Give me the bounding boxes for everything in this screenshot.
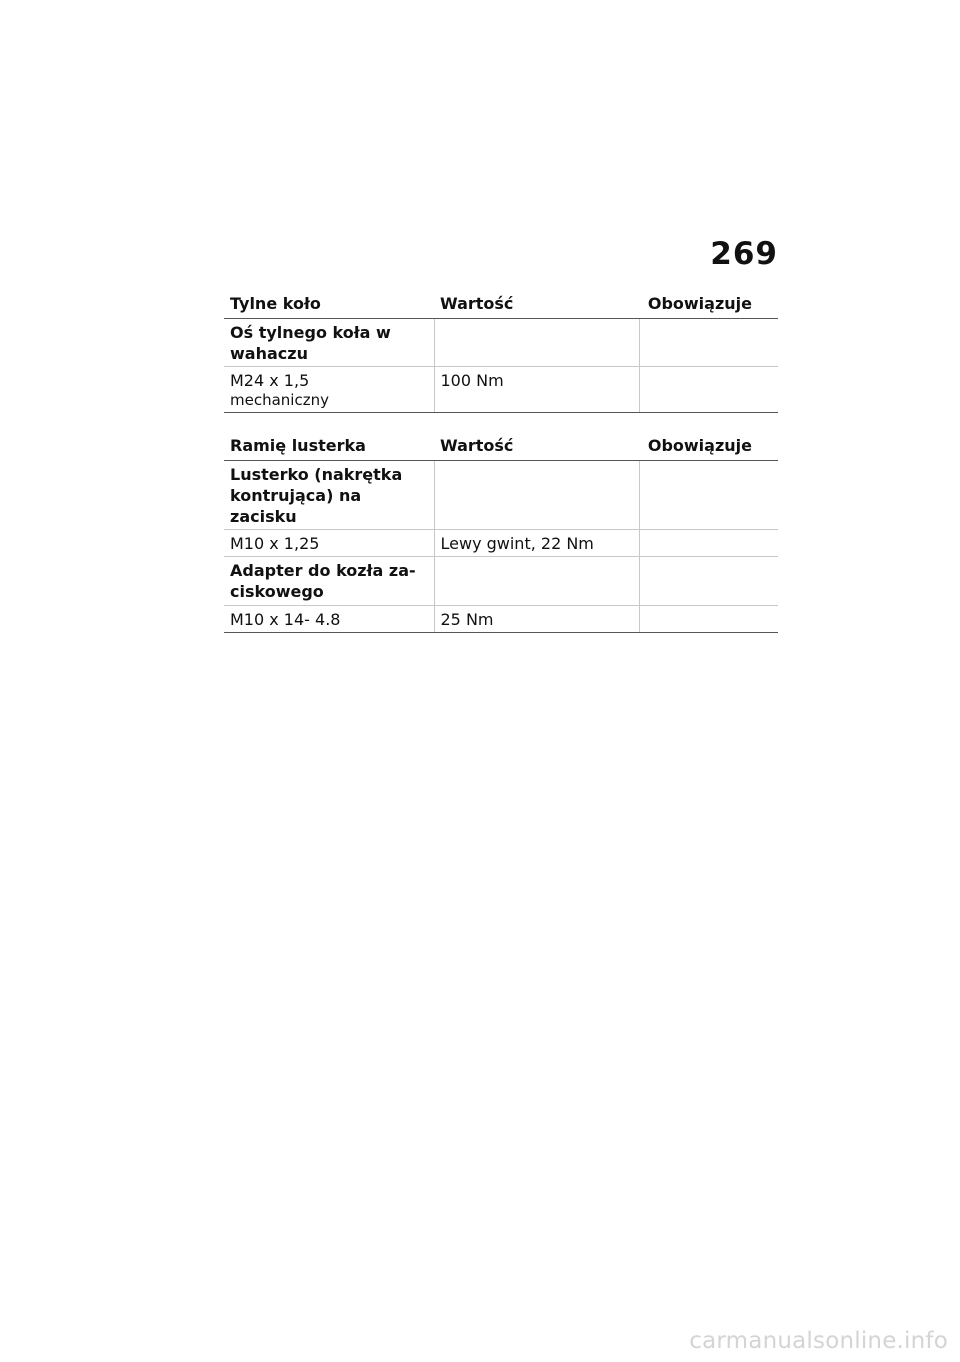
rear-wheel-torque-table bbox=[224, 288, 778, 413]
column-header-component: Ramię lusterka bbox=[224, 430, 434, 461]
table-row bbox=[224, 319, 778, 367]
watermark: carmanualsonline.info bbox=[689, 1328, 948, 1354]
value-cell: Lewy gwint, 22 Nm bbox=[434, 530, 639, 557]
column-header-applies: Obowiązuje bbox=[639, 288, 778, 319]
specification-cell: M10 x 1,25 bbox=[224, 530, 434, 557]
spec-note: mechaniczny bbox=[230, 391, 329, 409]
specification-cell bbox=[224, 367, 434, 413]
thread-spec: M24 x 1,5 bbox=[230, 371, 310, 390]
component-name-cell: Adapter do kozła za-ciskowego bbox=[224, 557, 434, 606]
column-header-value: Wartość bbox=[434, 288, 639, 319]
applies-cell bbox=[639, 461, 778, 530]
table-row bbox=[224, 606, 778, 633]
applies-cell bbox=[639, 319, 778, 367]
mirror-arm-torque-table bbox=[224, 430, 778, 633]
page-number: 269 bbox=[710, 236, 778, 272]
table-row bbox=[224, 461, 778, 530]
table-row bbox=[224, 557, 778, 606]
component-name-cell: Oś tylnego koła w wahaczu bbox=[224, 319, 434, 367]
value-cell bbox=[434, 319, 639, 367]
table-header-row bbox=[224, 430, 778, 461]
component-name-cell: Lusterko (nakrętka kontrująca) na zacisku bbox=[224, 461, 434, 530]
applies-cell bbox=[639, 530, 778, 557]
value-cell: 100 Nm bbox=[434, 367, 639, 413]
applies-cell bbox=[639, 606, 778, 633]
value-cell: 25 Nm bbox=[434, 606, 639, 633]
applies-cell bbox=[639, 557, 778, 606]
column-header-applies: Obowiązuje bbox=[639, 430, 778, 461]
table-header-row bbox=[224, 288, 778, 319]
value-cell bbox=[434, 557, 639, 606]
value-cell bbox=[434, 461, 639, 530]
column-header-value: Wartość bbox=[434, 430, 639, 461]
specification-cell: M10 x 14- 4.8 bbox=[224, 606, 434, 633]
column-header-component: Tylne koło bbox=[224, 288, 434, 319]
table-row bbox=[224, 530, 778, 557]
table-row bbox=[224, 367, 778, 413]
applies-cell bbox=[639, 367, 778, 413]
